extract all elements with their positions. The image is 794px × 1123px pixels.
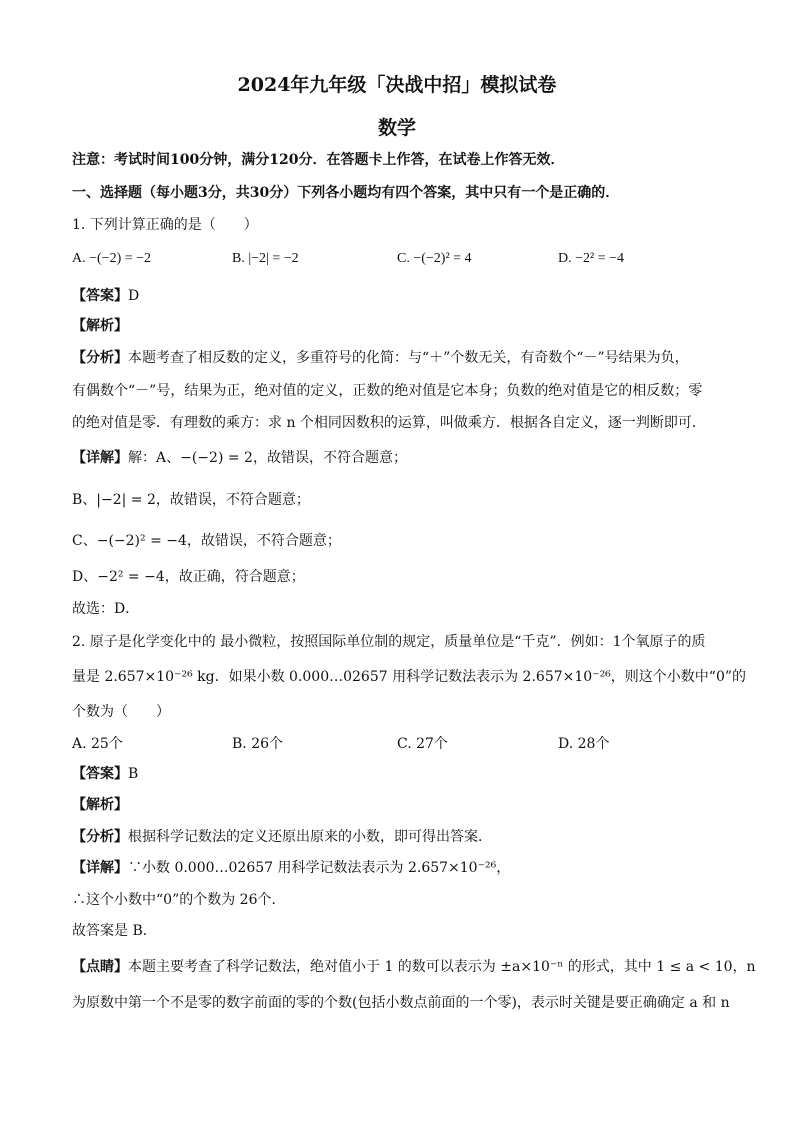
q2-detail-line-3: 故答案是 B． [72,923,157,939]
q1-analysis-label: 【解析】 [72,318,128,334]
q1-detail-line-2: B、|−2| = 2，故错误，不符合题意； [72,492,310,508]
answer-value: D [128,288,140,304]
answer-label: 【答案】 [72,766,128,782]
q1-fenxi-line-3: 的绝对值是零．有理数的乘方：求 n 个相同因数积的运算，叫做乘方．根据各自定义，逐一判断即可． [72,415,706,431]
answer-value: B [128,766,139,782]
q2-option-c: C. 27个 [397,736,448,752]
detail-label: 【详解】 [72,450,128,466]
question-2-stem-3: 个数为（ ） [72,704,170,720]
q2-analysis-label: 【解析】 [72,797,128,813]
q2-fenxi [72,827,492,847]
exam-notice: 注意：考试时间100分钟，满分120分．在答题卡上作答，在试卷上作答无效． [72,152,565,168]
detail-label: 【详解】 [72,860,128,876]
q2-option-d: D. 28个 [558,736,610,752]
question-1-stem: 1. 下列计算正确的是（ ） [72,217,258,233]
q2-dianjing-line-2: 为原数中第一个不是零的数字前面的零的个数(包括小数点前面的一个零)，表示时关键是要正确确定 a 和 n [72,995,730,1011]
q2-dianjing-line-1 [72,957,756,977]
q2-answer [72,764,138,784]
q1-answer [72,286,139,306]
q1-detail-line-5: 故选：D． [72,601,140,617]
subject-title: 数学 [377,117,416,139]
fenxi-text: 根据科学记数法的定义还原出原来的小数，即可得出答案． [128,829,492,845]
q1-fenxi-line-2: 有偶数个“－”号，结果为正，绝对值的定义，正数的绝对值是它本身；负数的绝对值是它的相反数；零 [72,383,703,399]
fenxi-label: 【分析】 [72,829,128,845]
q1-fenxi-line-1 [72,348,689,368]
fenxi-label: 【分析】 [72,350,128,366]
q1-detail-line-1 [72,448,407,468]
answer-label: 【答案】 [72,288,128,304]
q1-option-b: B. |−2| = −2 [232,251,299,266]
q1-detail-line-3: C、−(−2)² = −4，故错误，不符合题意； [72,533,341,549]
q1-option-a: A. −(−2) = −2 [72,251,152,266]
q2-detail-line-1 [72,858,510,878]
section-heading: 一、选择题（每小题3分，共30分）下列各小题均有四个答案，其中只有一个是正确的． [72,185,620,201]
q1-option-c: C. −(−2)² = 4 [397,251,472,266]
q2-detail-line-2: ∴这个小数中“0”的个数为 26个． [72,892,286,908]
detail-text: 解：A、−(−2) = 2，故错误，不符合题意； [128,450,407,466]
question-2-stem-1: 2. 原子是化学变化中的 最小微粒，按照国际单位制的规定，质量单位是“千克”．例如：1个氧原子的质 [72,634,706,650]
question-2-stem-2: 量是 2.657×10⁻²⁶ kg．如果小数 0.000…02657 用科学记数法表示为 2.657×10⁻²⁶，则这个小数中“0”的 [72,669,747,685]
q2-option-b: B. 26个 [232,736,284,752]
exam-title: 2024年九年级「决战中招」模拟试卷 [237,74,557,96]
q2-option-a: A. 25个 [72,736,123,752]
fenxi-text: 本题考查了相反数的定义，多重符号的化简：与“＋”个数无关，有奇数个“－”号结果为负， [128,350,689,366]
q1-option-d: D. −2² = −4 [558,251,624,266]
detail-text: ∵小数 0.000…02657 用科学记数法表示为 2.657×10⁻²⁶， [128,860,511,876]
q1-detail-line-4: D、−2² = −4，故正确，符合题意； [72,569,305,585]
dianjing-label: 【点睛】 [72,959,128,975]
dianjing-text: 本题主要考查了科学记数法，绝对值小于 1 的数可以表示为 ±a×10⁻ⁿ 的形式，其中 1 ≤ a < 10，n [128,959,756,975]
